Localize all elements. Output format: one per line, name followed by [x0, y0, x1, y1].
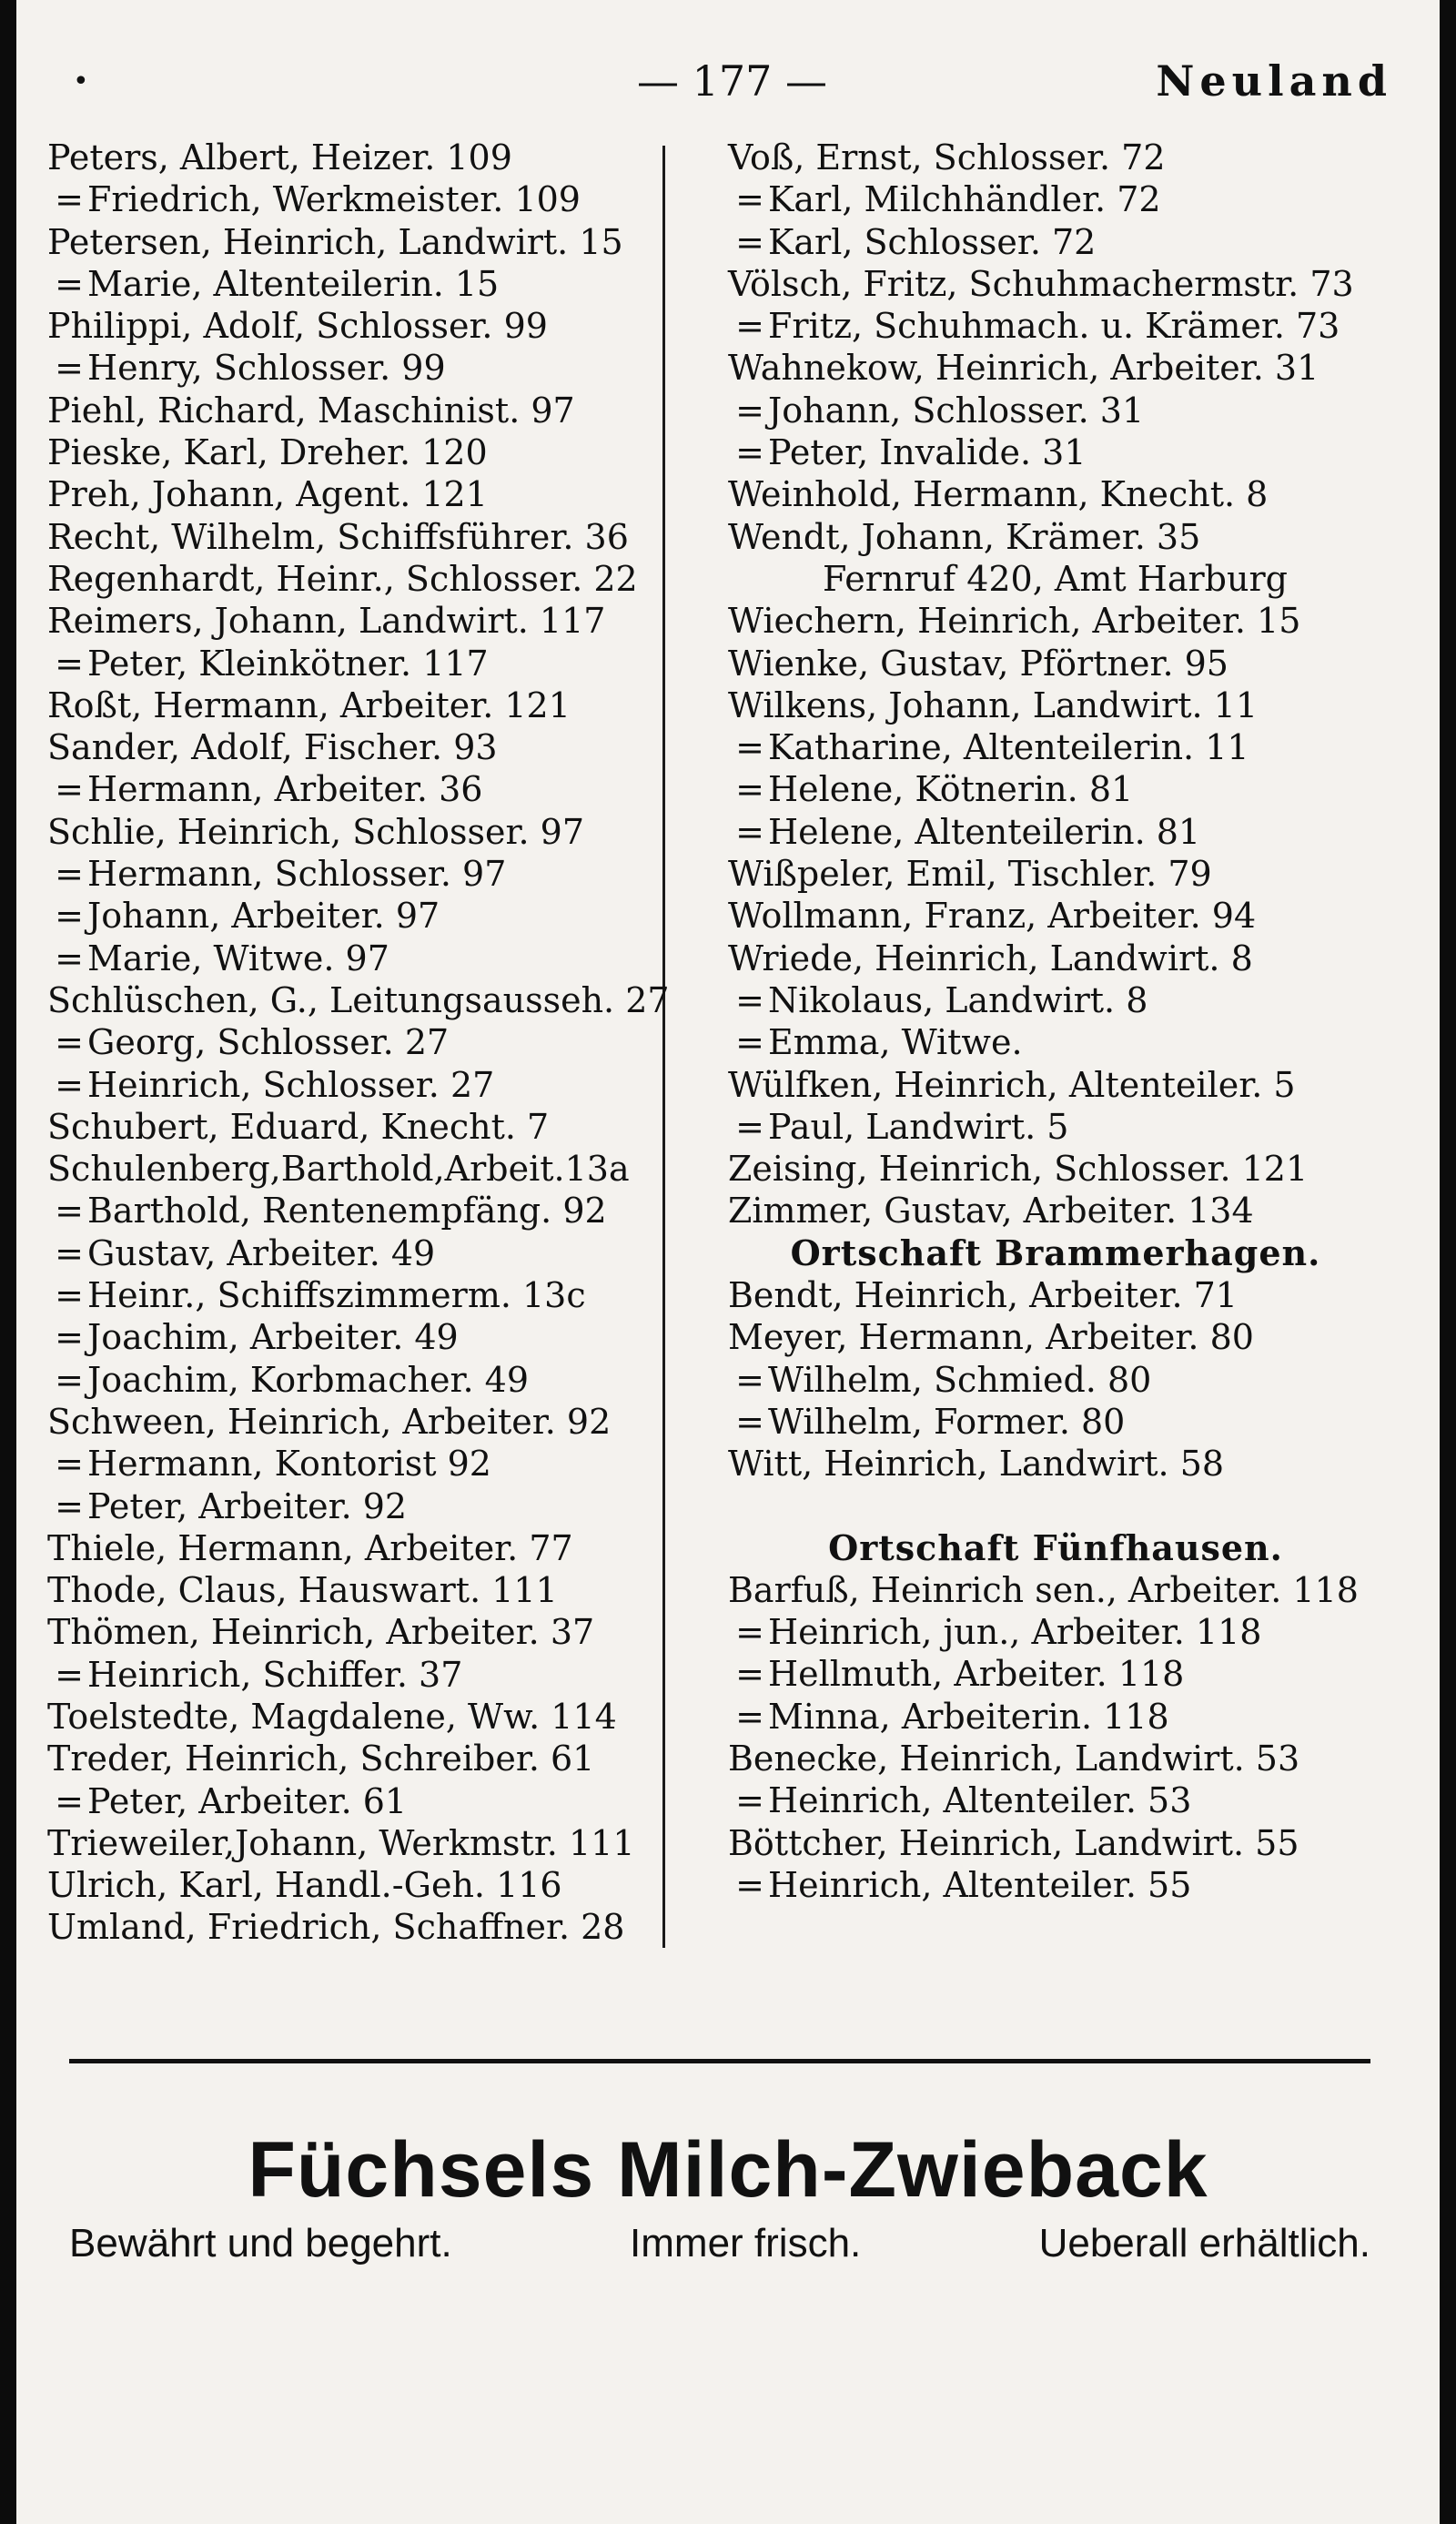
directory-entry — [728, 895, 1383, 937]
directory-entry — [47, 1401, 657, 1443]
ditto-mark: = — [735, 769, 764, 810]
entry-text: Meyer, Hermann, Arbeiter. 80 — [728, 1317, 1254, 1358]
directory-entry — [47, 1106, 657, 1148]
entry-text: Preh, Johann, Agent. 121 — [47, 474, 488, 515]
directory-entry — [728, 1611, 1383, 1653]
directory-entry — [47, 1148, 657, 1190]
directory-entry — [47, 516, 657, 558]
entry-text: Hellmuth, Arbeiter. 118 — [768, 1654, 1185, 1695]
ditto-mark: = — [55, 1022, 84, 1063]
ditto-mark: = — [735, 1106, 764, 1147]
entry-text: Zimmer, Gustav, Arbeiter. 134 — [728, 1191, 1254, 1232]
directory-entry — [47, 600, 657, 642]
entry-text: Weinhold, Hermann, Knecht. 8 — [728, 474, 1269, 515]
entry-text: Regenhardt, Heinr., Schlosser. 22 — [47, 558, 638, 599]
entry-text: Voß, Ernst, Schlosser. 72 — [728, 137, 1166, 177]
ditto-mark: = — [55, 1317, 84, 1358]
entry-text: Hermann, Kontorist 92 — [87, 1444, 491, 1485]
directory-entry — [728, 1316, 1383, 1358]
entry-text: Treder, Heinrich, Schreiber. 61 — [47, 1738, 595, 1779]
page-number: — 177 — — [637, 56, 828, 106]
entry-text: Hermann, Arbeiter. 36 — [87, 769, 483, 810]
entry-text: Heinrich, Altenteiler. 55 — [768, 1864, 1192, 1905]
directory-entry — [728, 1148, 1383, 1190]
ditto-mark: = — [55, 1359, 84, 1400]
directory-entry — [47, 1316, 657, 1358]
entry-text: Karl, Milchhändler. 72 — [768, 179, 1161, 220]
entry-text: Thömen, Heinrich, Arbeiter. 37 — [47, 1612, 595, 1653]
section-heading: Ortschaft Fünfhausen. — [828, 1526, 1283, 1568]
section-heading: Ortschaft Brammerhagen. — [790, 1232, 1321, 1273]
directory-entry — [728, 390, 1383, 431]
ditto-mark: = — [55, 1064, 84, 1105]
ditto-mark: = — [55, 854, 84, 895]
directory-entry — [47, 1864, 657, 1906]
entry-text: Henry, Schlosser. 99 — [87, 348, 446, 389]
entry-text: Bendt, Heinrich, Arbeiter. 71 — [728, 1275, 1238, 1316]
left-column — [47, 137, 670, 1949]
entry-text: Emma, Witwe. — [768, 1022, 1023, 1063]
entry-text: Katharine, Altenteilerin. 11 — [768, 727, 1249, 768]
directory-entry — [47, 726, 657, 768]
entry-text: Peter, Invalide. 31 — [768, 432, 1087, 473]
entry-text: Barthold, Rentenempfäng. 92 — [87, 1191, 607, 1232]
slogan: Immer frisch. — [630, 2221, 862, 2266]
directory-entry — [47, 263, 657, 305]
directory-entry — [47, 137, 657, 178]
entry-text: Reimers, Johann, Landwirt. 117 — [47, 601, 606, 642]
directory-entry — [47, 1780, 657, 1822]
ditto-mark: = — [735, 1780, 764, 1821]
entry-text: Toelstedte, Magdalene, Ww. 114 — [47, 1696, 617, 1737]
directory-entry — [728, 1864, 1383, 1906]
entry-text: Wollmann, Franz, Arbeiter. 94 — [728, 896, 1257, 937]
directory-entry — [47, 895, 657, 937]
entry-text: Wiechern, Heinrich, Arbeiter. 15 — [728, 601, 1301, 642]
entry-text: Nikolaus, Landwirt. 8 — [768, 979, 1148, 1020]
ditto-mark: = — [55, 1654, 84, 1695]
ditto-mark: = — [55, 643, 84, 684]
ditto-mark: = — [735, 1654, 764, 1695]
entry-text: Georg, Schlosser. 27 — [87, 1022, 450, 1063]
entry-text: Hermann, Schlosser. 97 — [87, 854, 507, 895]
directory-entry — [728, 853, 1383, 895]
ditto-mark: = — [735, 1359, 764, 1400]
directory-entry — [728, 1738, 1383, 1779]
entry-text: Johann, Arbeiter. 97 — [87, 896, 440, 937]
directory-entry — [47, 853, 657, 895]
ditto-mark: = — [735, 306, 764, 347]
directory-entry — [728, 1822, 1383, 1864]
directory-entry — [47, 347, 657, 389]
entry-text: Wilkens, Johann, Landwirt. 11 — [728, 684, 1259, 725]
directory-entry — [47, 221, 657, 263]
entry-text: Peter, Arbeiter. 92 — [87, 1485, 408, 1526]
slogan: Ueberall erhältlich. — [1038, 2221, 1370, 2266]
directory-entry — [728, 643, 1383, 684]
directory-entry — [728, 137, 1383, 178]
entry-text: Ulrich, Karl, Handl.-Geh. 116 — [47, 1865, 562, 1906]
directory-entry — [47, 1822, 657, 1864]
entry-text: Schlie, Heinrich, Schlosser. 97 — [47, 811, 585, 852]
directory-entry — [728, 1021, 1383, 1063]
ditto-mark: = — [735, 1022, 764, 1063]
section-gap — [728, 1485, 1383, 1527]
directory-entry — [728, 221, 1383, 263]
directory-entry — [728, 305, 1383, 347]
entry-text: Schulenberg,Barthold,Arbeit.13a — [47, 1149, 630, 1190]
directory-entry — [47, 178, 657, 220]
entry-text: Heinrich, Altenteiler. 53 — [768, 1780, 1192, 1821]
entry-text: Recht, Wilhelm, Schiffsführer. 36 — [47, 516, 629, 557]
entry-text: Roßt, Hermann, Arbeiter. 121 — [47, 684, 571, 725]
directory-entry — [728, 600, 1383, 642]
directory-entry — [728, 726, 1383, 768]
directory-entry — [728, 1696, 1383, 1738]
entry-text: Wahnekow, Heinrich, Arbeiter. 31 — [728, 348, 1320, 389]
ditto-mark: = — [735, 1864, 764, 1905]
directory-entry — [47, 1021, 657, 1063]
entry-text: Barfuß, Heinrich sen., Arbeiter. 118 — [728, 1569, 1359, 1610]
ditto-mark: = — [55, 348, 84, 389]
advertisement-rule — [69, 2059, 1370, 2063]
directory-entry — [728, 938, 1383, 979]
entry-text: Böttcher, Heinrich, Landwirt. 55 — [728, 1822, 1299, 1863]
entry-text: Heinr., Schiffszimmerm. 13c — [87, 1275, 586, 1316]
ditto-mark: = — [55, 1780, 84, 1821]
entry-text: Marie, Witwe. 97 — [87, 938, 389, 978]
ditto-mark: = — [55, 1191, 84, 1232]
directory-entry — [728, 1190, 1383, 1232]
directory-entry — [728, 1779, 1383, 1821]
entry-text: Heinrich, Schlosser. 27 — [87, 1064, 495, 1105]
entry-text: Thode, Claus, Hauswart. 111 — [47, 1570, 558, 1611]
ditto-mark: = — [55, 1275, 84, 1316]
entry-text: Friedrich, Werkmeister. 109 — [87, 179, 581, 220]
directory-entry — [47, 1696, 657, 1738]
entry-text: Wißpeler, Emil, Tischler. 79 — [728, 854, 1212, 895]
entry-text: Peters, Albert, Heizer. 109 — [47, 137, 512, 177]
entry-text: Wienke, Gustav, Pförtner. 95 — [728, 643, 1228, 684]
directory-entry — [728, 473, 1383, 515]
directory-entry — [728, 811, 1383, 853]
directory-entry — [728, 979, 1383, 1021]
directory-entry — [47, 390, 657, 431]
entry-continuation: Fernruf 420, Amt Harburg — [823, 558, 1288, 599]
directory-entry — [47, 1654, 657, 1696]
directory-entry — [47, 1443, 657, 1485]
entry-text: Johann, Schlosser. 31 — [768, 390, 1145, 431]
place-name: Neuland — [1156, 56, 1392, 106]
entry-text: Benecke, Heinrich, Landwirt. 53 — [728, 1738, 1300, 1779]
ditto-mark: = — [735, 221, 764, 262]
directory-entry — [728, 347, 1383, 389]
entry-text: Wülfken, Heinrich, Altenteiler. 5 — [728, 1064, 1296, 1105]
slogan: Bewährt und begehrt. — [69, 2221, 452, 2266]
directory-entry — [728, 1443, 1383, 1485]
directory-entry — [47, 1359, 657, 1401]
ditto-mark: = — [55, 263, 84, 304]
right-column — [728, 137, 1383, 1906]
directory-entry — [47, 938, 657, 979]
entry-text: Fritz, Schuhmach. u. Krämer. 73 — [768, 306, 1340, 347]
advertisement-slogans — [69, 2221, 1370, 2266]
entry-text: Trieweiler,Johann, Werkmstr. 111 — [47, 1822, 635, 1863]
ditto-mark: = — [55, 1232, 84, 1273]
ditto-mark: = — [735, 1401, 764, 1442]
directory-entry — [47, 1274, 657, 1316]
advertisement-title: Füchsels Milch-Zwieback — [248, 2126, 1208, 2214]
directory-entry — [47, 684, 657, 726]
directory-entry — [728, 1064, 1383, 1106]
entry-text: Thiele, Hermann, Arbeiter. 77 — [47, 1527, 573, 1568]
ditto-mark: = — [55, 1485, 84, 1526]
entry-text: Wendt, Johann, Krämer. 35 — [728, 516, 1201, 557]
directory-entry — [47, 1190, 657, 1232]
directory-entry — [728, 178, 1383, 220]
directory-entry — [47, 643, 657, 684]
directory-entry — [47, 1485, 657, 1527]
directory-entry — [47, 473, 657, 515]
entry-text: Heinrich, Schiffer. 37 — [87, 1654, 463, 1695]
ditto-mark: = — [735, 1612, 764, 1653]
ditto-mark: = — [55, 1444, 84, 1485]
directory-entry — [728, 1106, 1383, 1148]
entry-text: Wilhelm, Schmied. 80 — [768, 1359, 1152, 1400]
directory-entry — [728, 768, 1383, 810]
entry-text: Minna, Arbeiterin. 118 — [768, 1696, 1169, 1737]
entry-text: Schween, Heinrich, Arbeiter. 92 — [47, 1401, 612, 1442]
directory-entry — [47, 1569, 657, 1611]
directory-entry — [728, 431, 1383, 473]
directory-entry — [47, 1064, 657, 1106]
entry-text: Petersen, Heinrich, Landwirt. 15 — [47, 221, 623, 262]
ditto-mark: = — [55, 179, 84, 220]
ditto-mark: = — [55, 896, 84, 937]
directory-entry — [728, 263, 1383, 305]
entry-text: Philippi, Adolf, Schlosser. 99 — [47, 306, 548, 347]
directory-entry — [47, 1738, 657, 1779]
directory-entry — [47, 558, 657, 600]
ditto-mark: = — [55, 769, 84, 810]
entry-text: Helene, Altenteilerin. 81 — [768, 811, 1201, 852]
directory-entry — [728, 1274, 1383, 1316]
entry-text: Marie, Altenteilerin. 15 — [87, 263, 500, 304]
entry-text: Peter, Arbeiter. 61 — [87, 1780, 408, 1821]
directory-entry — [47, 1906, 657, 1948]
entry-text: Piehl, Richard, Maschinist. 97 — [47, 390, 575, 431]
ditto-mark: = — [735, 432, 764, 473]
directory-entry — [47, 1611, 657, 1653]
entry-text: Sander, Adolf, Fischer. 93 — [47, 727, 498, 768]
entry-text: Witt, Heinrich, Landwirt. 58 — [728, 1444, 1225, 1485]
directory-entry — [728, 1401, 1383, 1443]
directory-entry — [47, 811, 657, 853]
entry-text: Karl, Schlosser. 72 — [768, 221, 1097, 262]
entry-text: Helene, Kötnerin. 81 — [768, 769, 1134, 810]
entry-text: Wriede, Heinrich, Landwirt. 8 — [728, 938, 1253, 978]
ditto-mark: = — [55, 938, 84, 978]
directory-entry — [728, 516, 1383, 558]
entry-text: Joachim, Korbmacher. 49 — [87, 1359, 530, 1400]
page-header — [55, 56, 1401, 120]
directory-entry — [47, 1527, 657, 1569]
ditto-mark: = — [735, 727, 764, 768]
directory-entry — [47, 431, 657, 473]
entry-text: Wilhelm, Former. 80 — [768, 1401, 1126, 1442]
directory-entry — [47, 768, 657, 810]
directory-entry — [728, 1569, 1383, 1611]
ditto-mark: = — [735, 1696, 764, 1737]
entry-text: Heinrich, jun., Arbeiter. 118 — [768, 1612, 1262, 1653]
directory-entry — [728, 684, 1383, 726]
ditto-mark: = — [735, 811, 764, 852]
header-mark: • — [73, 66, 89, 97]
entry-text: Umland, Friedrich, Schaffner. 28 — [47, 1907, 625, 1948]
directory-entry — [47, 979, 670, 1021]
entry-text: Paul, Landwirt. 5 — [768, 1106, 1069, 1147]
ditto-mark: = — [735, 979, 764, 1020]
entry-text: Pieske, Karl, Dreher. 120 — [47, 432, 488, 473]
ditto-mark: = — [735, 179, 764, 220]
directory-entry — [728, 1359, 1383, 1401]
column-divider — [662, 146, 665, 1948]
directory-entry — [47, 1232, 657, 1274]
entry-text: Schubert, Eduard, Knecht. 7 — [47, 1106, 550, 1147]
entry-text: Joachim, Arbeiter. 49 — [87, 1317, 459, 1358]
entry-text: Zeising, Heinrich, Schlosser. 121 — [728, 1149, 1309, 1190]
entry-text: Völsch, Fritz, Schuhmachermstr. 73 — [728, 263, 1354, 304]
entry-text: Schlüschen, G., Leitungsausseh. 27 — [47, 979, 670, 1020]
directory-entry — [47, 305, 657, 347]
directory-entry — [728, 1653, 1383, 1695]
entry-text: Gustav, Arbeiter. 49 — [87, 1232, 436, 1273]
entry-text: Peter, Kleinkötner. 117 — [87, 643, 489, 684]
ditto-mark: = — [735, 390, 764, 431]
